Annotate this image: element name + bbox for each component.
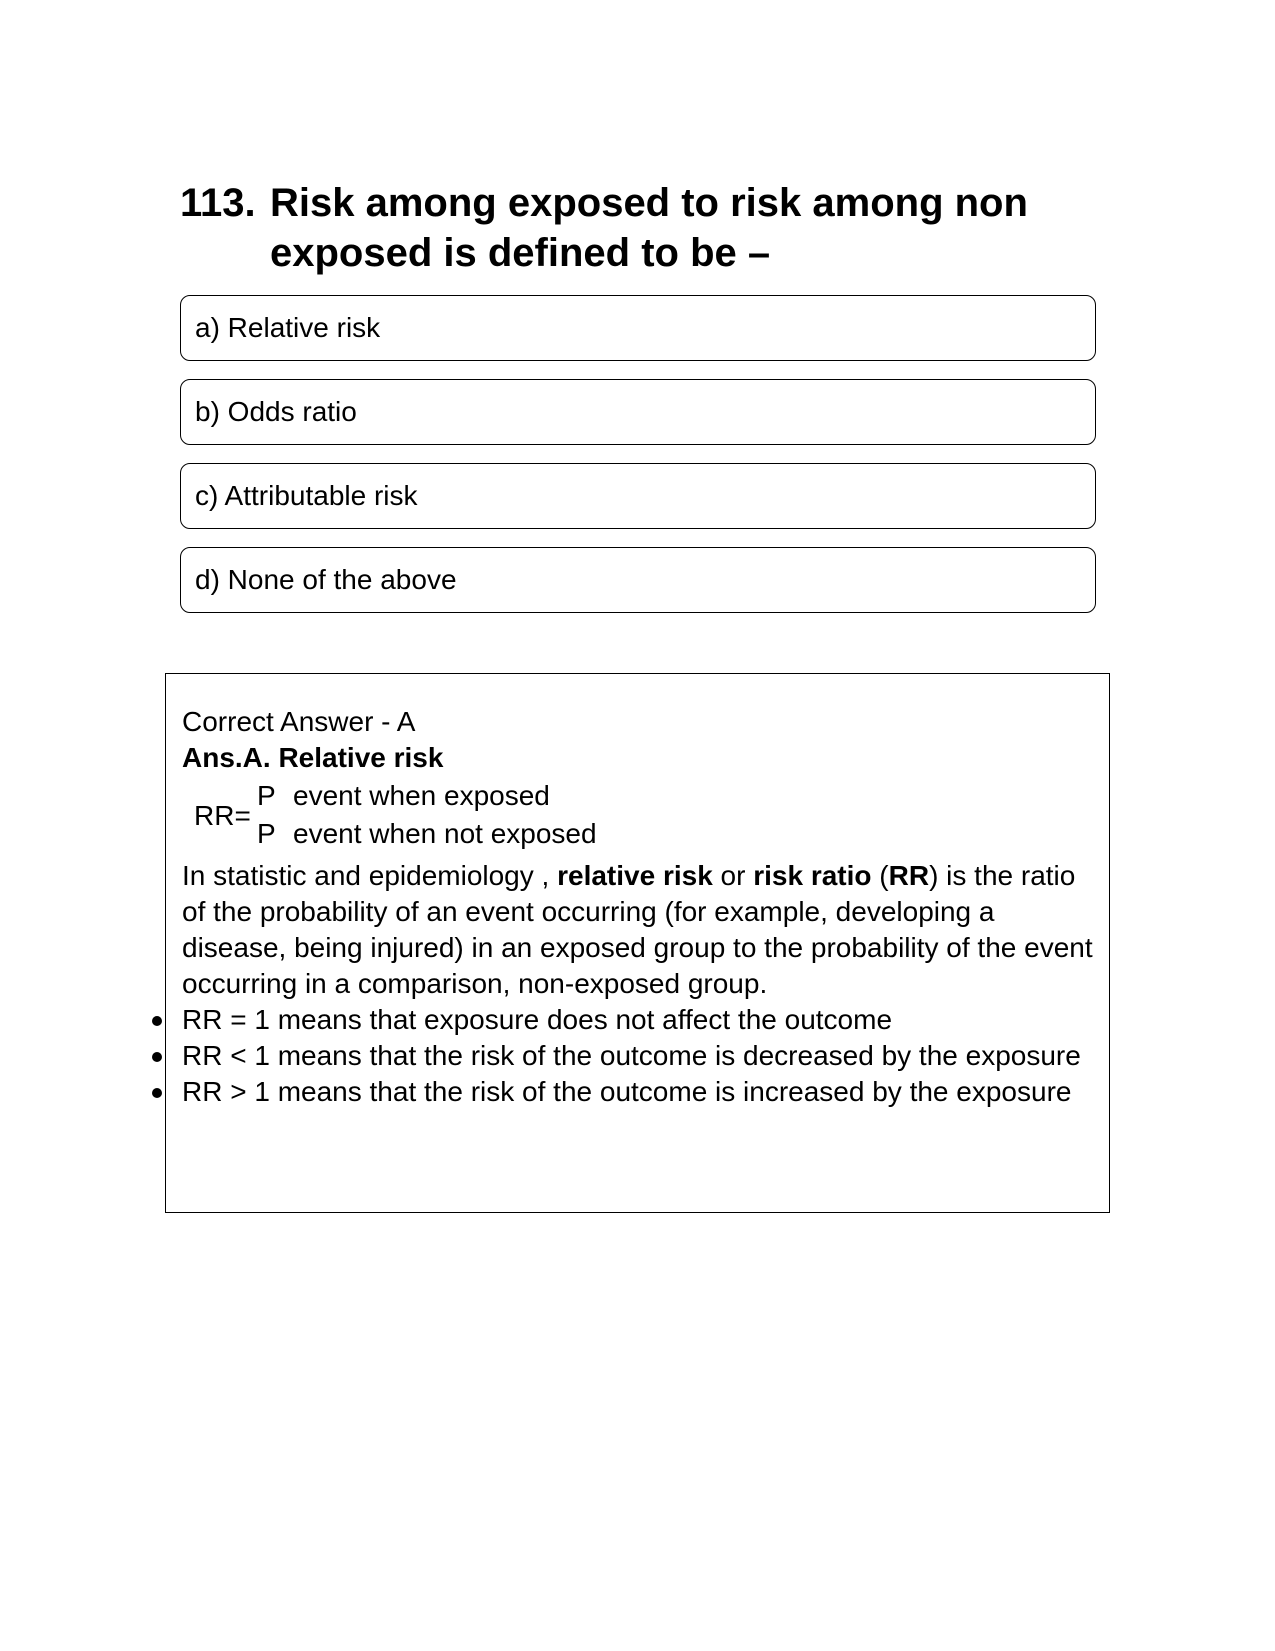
- bullet-dot-icon: [152, 1016, 162, 1026]
- option-d-label: d) None of the above: [195, 564, 457, 595]
- para-part2: or: [712, 860, 754, 891]
- explanation-paragraph: [182, 858, 1102, 1002]
- option-b[interactable]: [180, 379, 1096, 445]
- rr-formula: [182, 778, 1102, 858]
- formula-lhs: RR=: [194, 800, 251, 831]
- option-c[interactable]: [180, 463, 1096, 529]
- question-number: 113.: [180, 181, 256, 225]
- formula-numerator-symbol: P: [257, 780, 276, 811]
- option-c-label: c) Attributable risk: [195, 480, 418, 511]
- para-bold-risk-ratio: risk ratio: [753, 860, 872, 891]
- formula-numerator-text: event when exposed: [293, 780, 550, 811]
- bullet-text: RR = 1 means that exposure does not affect the outcome: [182, 1004, 893, 1035]
- para-bold-rr: RR: [888, 860, 930, 891]
- answer-content: [182, 704, 1102, 1110]
- bullet-text: RR > 1 means that the risk of the outcome is increased by the exposure: [182, 1076, 1072, 1107]
- formula-denominator-text: event when not exposed: [293, 818, 597, 849]
- answer-heading: Ans.A. Relative risk: [182, 742, 444, 773]
- formula-denominator-symbol: P: [257, 818, 276, 849]
- option-a-label: a) Relative risk: [195, 312, 381, 343]
- bullet-text: RR < 1 means that the risk of the outcome is decreased by the exposure: [182, 1040, 1081, 1071]
- bullet-dot-icon: [152, 1088, 162, 1098]
- option-d[interactable]: [180, 547, 1096, 613]
- answer-box: [165, 673, 1110, 1213]
- option-b-label: b) Odds ratio: [195, 396, 357, 427]
- option-a[interactable]: [180, 295, 1096, 361]
- list-item: [182, 1038, 1102, 1074]
- list-item: [182, 1002, 1102, 1038]
- para-part1: In statistic and epidemiology ,: [182, 860, 558, 891]
- rr-bullet-list: [182, 1002, 1102, 1110]
- para-part3: (: [871, 860, 889, 891]
- para-part4: ) is the ratio of the probability of an event occurring (for example, developing a disease, being injured) in an exposed group to the probability of the event occurring in a comparison, non-exposed group.: [182, 860, 1093, 999]
- para-bold-relative-risk: relative risk: [557, 860, 713, 891]
- question-text: Risk among exposed to risk among non exposed is defined to be –: [270, 181, 1028, 275]
- bullet-dot-icon: [152, 1052, 162, 1062]
- list-item: [182, 1074, 1102, 1110]
- correct-answer-line: Correct Answer - A: [182, 706, 416, 737]
